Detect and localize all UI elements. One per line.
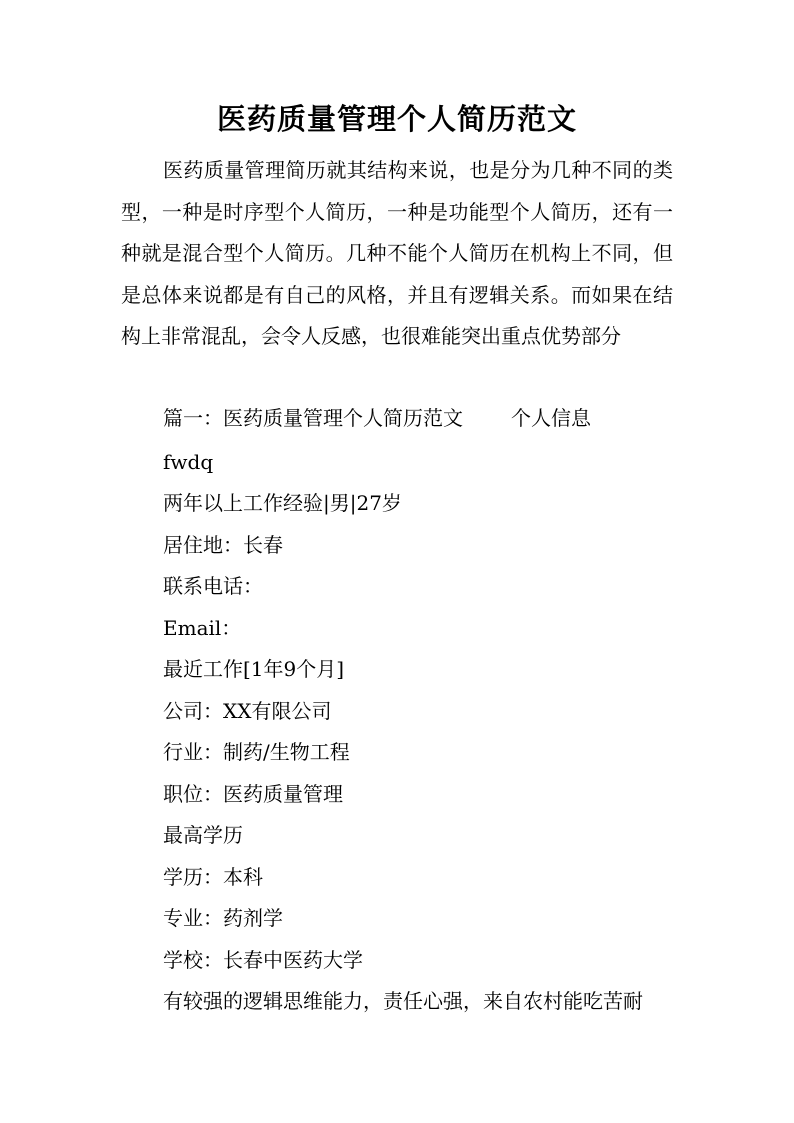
section-subheading: 个人信息 <box>511 406 591 430</box>
resume-degree: 学历：本科 <box>163 865 263 889</box>
resume-industry: 行业：制药/生物工程 <box>163 740 350 764</box>
resume-recent-work: 最近工作[1年9个月] <box>163 657 345 681</box>
resume-summary: 两年以上工作经验|男|27岁 <box>163 491 402 515</box>
resume-self-evaluation: 有较强的逻辑思维能力，责任心强，来自农村能吃苦耐 <box>163 989 643 1013</box>
resume-phone: 联系电话： <box>163 574 263 598</box>
resume-education-heading: 最高学历 <box>163 823 243 847</box>
intro-paragraph: 医药质量管理简历就其结构来说，也是分为几种不同的类型，一种是时序型个人简历，一种是功能型个人简历，还有一种就是混合型个人简历。几种不能个人简历在机构上不同，但是总体来说都是有自己的风格，并且有逻辑关系。而如果在结构上非常混乱，会令人反感，也很难能突出重点优势部分 <box>121 158 673 348</box>
resume-school: 学校：长春中医药大学 <box>163 948 363 972</box>
resume-company: 公司：XX有限公司 <box>163 699 332 723</box>
resume-residence: 居住地：长春 <box>163 533 283 557</box>
resume-name: fwdq <box>163 450 214 474</box>
document-title: 医药质量管理个人简历范文 <box>216 102 577 136</box>
resume-position: 职位：医药质量管理 <box>163 782 343 806</box>
resume-email: Email： <box>163 616 242 640</box>
resume-major: 专业：药剂学 <box>163 906 283 930</box>
section-heading-line <box>163 403 683 433</box>
section-heading: 篇一：医药质量管理个人简历范文 <box>163 406 463 430</box>
